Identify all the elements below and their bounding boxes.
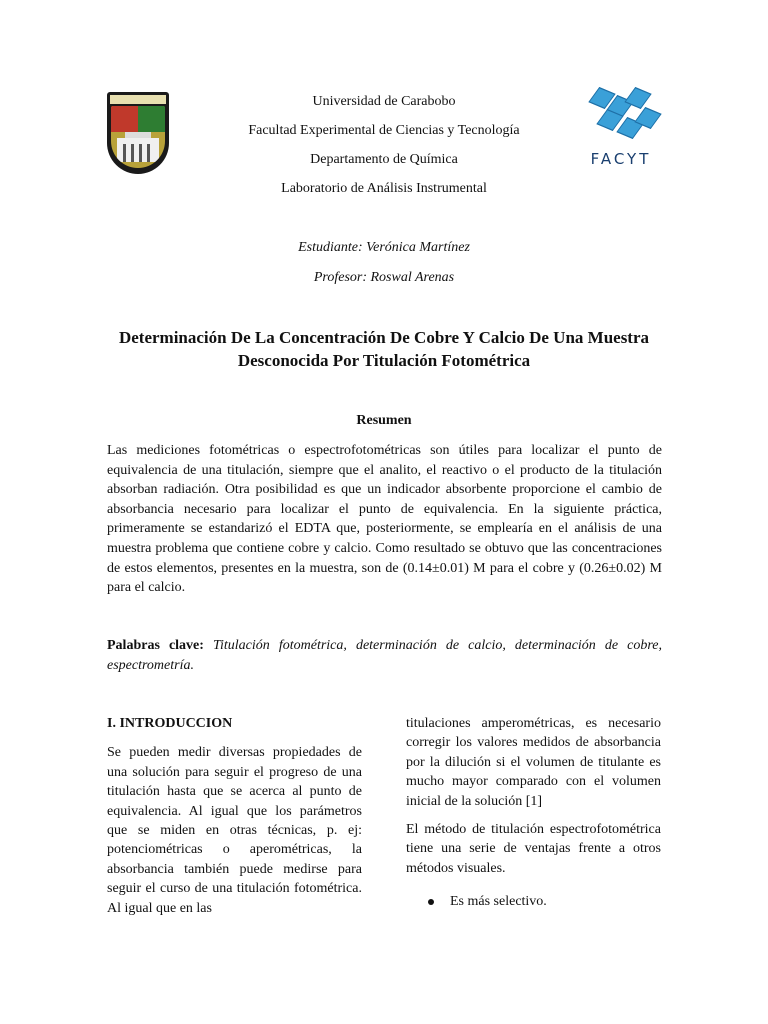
- paper-title: Determinación De La Concentración De Cobre Y Calcio De Una Muestra Desconocida Por Titulación Fotométrica: [118, 328, 650, 370]
- section-heading-intro: I. INTRODUCCION: [107, 716, 233, 731]
- bullet-icon: [428, 899, 434, 905]
- keywords-text: Titulación fotométrica, determinación de calcio, determinación de cobre, espectrometría.: [107, 638, 662, 673]
- lab-name: Laboratorio de Análisis Instrumental: [281, 181, 487, 196]
- advantages-list: [406, 892, 661, 911]
- intro-paragraph-1: Se pueden medir diversas propiedades de una solución para seguir el progreso de una titulación hasta que se acerca al punto de equivalencia. Al igual que los parámetros que se miden en otras técnicas, p. ej: potenciométricas o aperométricas, la absorbancia también puede medirse para seguir el curso de una titulación fotométrica. Al igual que en las: [107, 745, 362, 916]
- list-item: [406, 892, 661, 911]
- faculty-name: Facultad Experimental de Ciencias y Tecnología: [248, 123, 520, 138]
- facyt-logo-text: FACYT: [590, 150, 652, 168]
- left-column: [107, 714, 362, 927]
- abstract-heading: Resumen: [356, 413, 412, 428]
- right-column: [406, 714, 661, 912]
- intro-paragraph-2: titulaciones amperométricas, es necesario corregir los valores medidos de absorbancia por la dilución si el volumen de titulante es mucho mayor comparado con el volumen inicial de la solución [1]: [406, 716, 661, 809]
- department-name: Departamento de Química: [310, 152, 458, 167]
- abstract-text: Las mediciones fotométricas o espectrofotométricas son útiles para localizar el punto de equivalencia de una titulación, siempre que el analito, el reactivo o el producto de la titulación absorban radiación. Otra posibilidad es que un indicador absorbente proporcione el cambio de absorbancia necesario para localizar el punto de equivalencia. En la siguiente práctica, primeramente se estandarizó el EDTA que, posteriormente, se emplearía en el análisis de una muestra problema que contiene cobre y calcio. Como resultado se obtuvo que las concentraciones de estos elementos, presentes en la muestra, son de (0.14±0.01) M para el cobre y (0.26±0.02) M para el calcio.: [107, 443, 662, 596]
- university-name: Universidad de Carabobo: [312, 94, 456, 109]
- intro-paragraph-3: El método de titulación espectrofotométrica tiene una serie de ventajas frente a otros métodos visuales.: [406, 822, 661, 876]
- keywords-label: Palabras clave:: [107, 638, 204, 653]
- student-name: Estudiante: Verónica Martínez: [298, 240, 470, 255]
- keywords: [107, 636, 662, 675]
- list-item-text: Es más selectivo.: [450, 894, 547, 910]
- professor-name: Profesor: Roswal Arenas: [313, 270, 455, 285]
